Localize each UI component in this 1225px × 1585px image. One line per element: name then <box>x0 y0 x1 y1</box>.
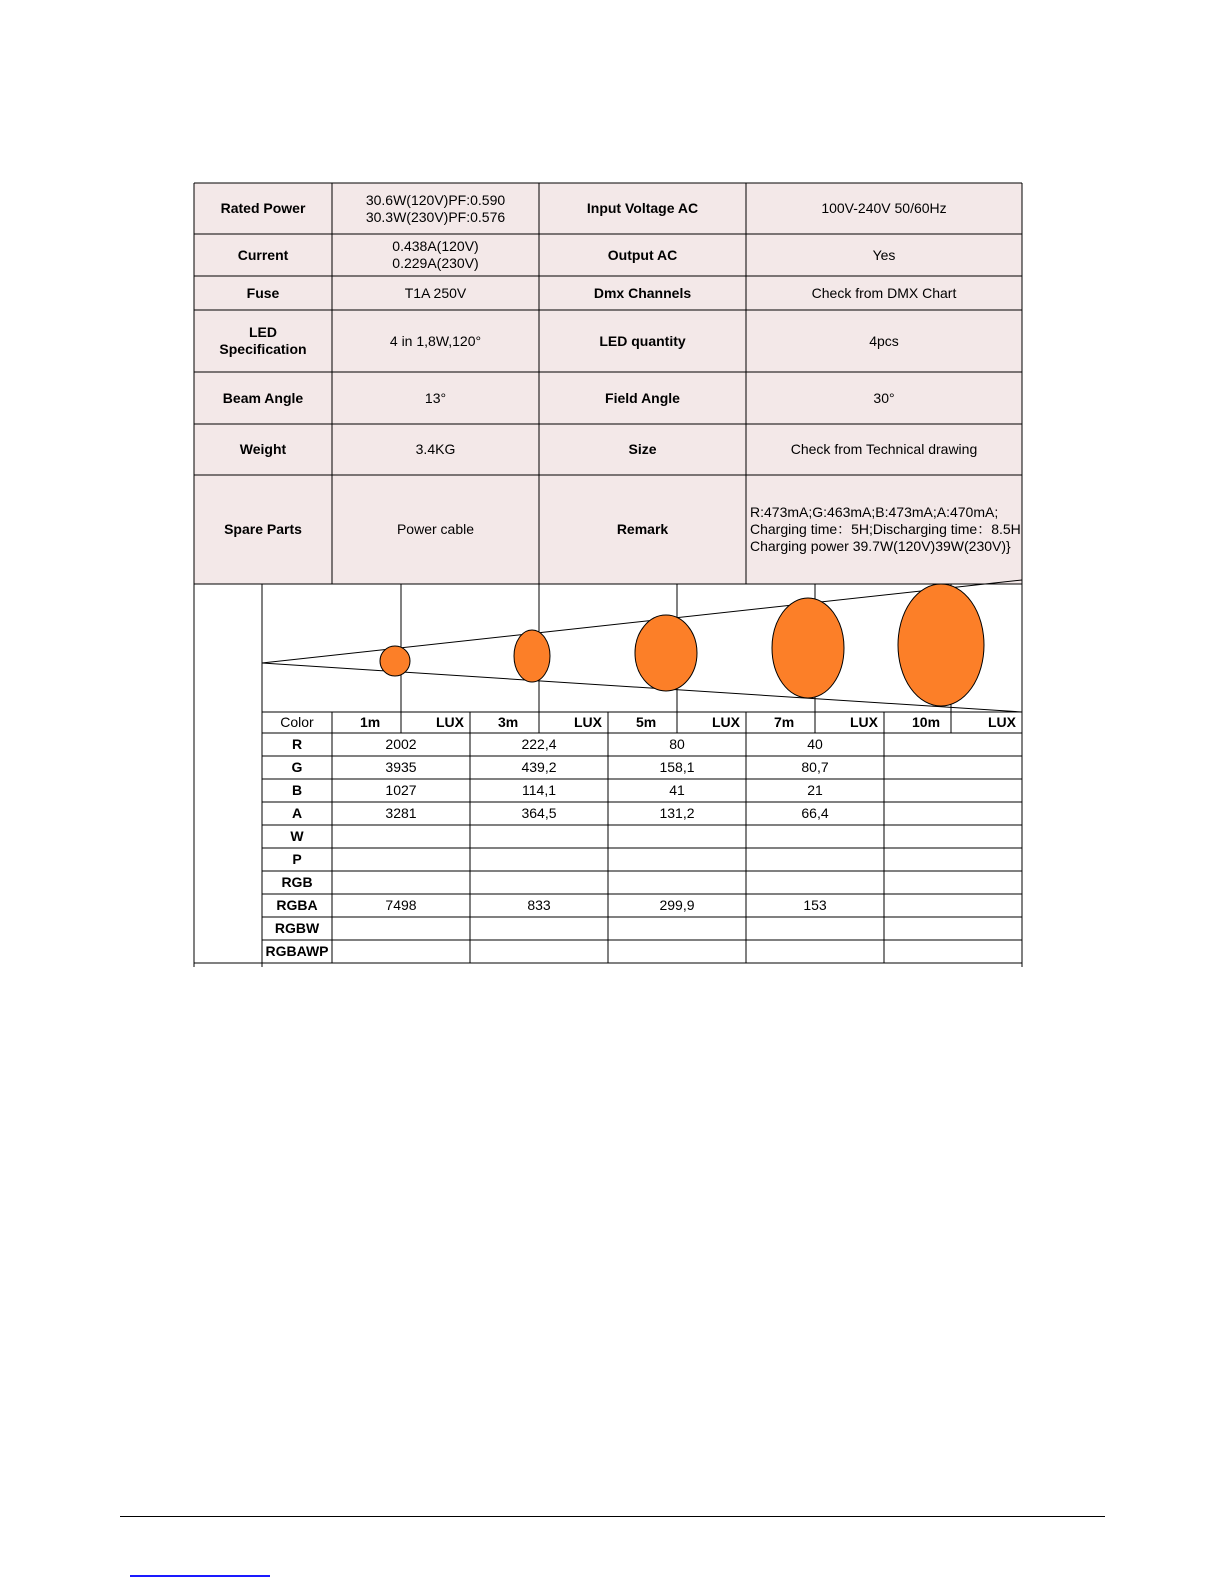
lux-value <box>884 848 1022 871</box>
lux-value: 439,2 <box>521 759 557 775</box>
lux-color-label: G <box>291 759 303 775</box>
lux-value: 40 <box>807 736 823 752</box>
spec-value: 30° <box>873 389 895 406</box>
lux-value <box>332 917 470 940</box>
lux-header-lux: LUX <box>436 714 464 730</box>
lux-value: 114,1 <box>522 782 556 798</box>
lux-value <box>884 894 1022 917</box>
lux-header-lux: LUX <box>712 714 740 730</box>
spec-value: Check from DMX Chart <box>811 284 957 301</box>
lux-value <box>332 825 470 848</box>
spec-value: 30.6W(120V)PF:0.590 30.3W(230V)PF:0.576 <box>365 191 506 225</box>
lux-value <box>470 940 608 963</box>
lux-value: 222,4 <box>521 736 557 752</box>
lux-value <box>746 825 884 848</box>
lux-value <box>332 940 470 963</box>
lux-value: 158,1 <box>659 759 695 775</box>
lux-value <box>884 733 1022 756</box>
lux-header-lux: LUX <box>988 714 1016 730</box>
spec-label: Field Angle <box>605 389 680 406</box>
lux-value: 80,7 <box>801 759 829 775</box>
lux-value: 66,4 <box>801 805 829 821</box>
lux-value: 131,2 <box>659 805 695 821</box>
spec-value: 4 in 1,8W,120° <box>389 332 482 349</box>
lux-value: 1027 <box>385 782 417 798</box>
lux-value: 299,9 <box>659 897 695 913</box>
spec-value: 4pcs <box>869 332 899 349</box>
lux-value <box>332 871 470 894</box>
spec-label: Spare Parts <box>224 521 302 537</box>
lux-value <box>884 756 1022 779</box>
lux-value <box>884 779 1022 802</box>
spec-value: 100V-240V 50/60Hz <box>821 200 947 216</box>
lux-value: 2002 <box>385 736 417 752</box>
lux-value: 80 <box>669 736 685 752</box>
lux-value <box>884 940 1022 963</box>
lux-value <box>470 917 608 940</box>
beam-spot <box>898 584 984 706</box>
lux-value: 3281 <box>385 805 417 821</box>
lux-value <box>746 940 884 963</box>
lux-value: 833 <box>527 897 551 913</box>
spec-label: Current <box>237 246 289 263</box>
spec-value: 13° <box>424 389 447 406</box>
beam-spot <box>635 615 697 691</box>
spec-value: Check from Technical drawing <box>790 441 978 457</box>
lux-value <box>746 917 884 940</box>
lux-header-color: Color <box>280 714 314 730</box>
lux-value <box>884 802 1022 825</box>
lux-value <box>608 848 746 871</box>
lux-value <box>608 940 746 963</box>
lux-header-distance: 10m <box>912 714 941 730</box>
beam-spot <box>380 646 410 676</box>
lux-value <box>608 825 746 848</box>
lux-value: 7498 <box>385 897 417 913</box>
spec-label: Input Voltage AC <box>586 200 699 216</box>
lux-value <box>884 917 1022 940</box>
spec-value: 3.4KG <box>415 441 456 457</box>
beam-spot <box>772 598 844 698</box>
lux-value: 21 <box>807 782 823 798</box>
spec-label: Output AC <box>607 246 678 263</box>
lux-value: 3935 <box>385 759 417 775</box>
footer-link-underline[interactable] <box>130 1575 270 1577</box>
lux-value <box>470 871 608 894</box>
beam-spot <box>514 630 550 682</box>
lux-value <box>608 871 746 894</box>
lux-color-label: P <box>292 851 302 867</box>
spec-value: R:473mA;G:463mA;B:473mA;A:470mA; Charging time：5H;Discharging time：8.5H Charging power 39.7W(120V)39W(230V)} <box>750 504 1021 554</box>
lux-value <box>884 871 1022 894</box>
lux-value <box>884 825 1022 848</box>
spec-label: LED Specification <box>219 324 307 357</box>
spec-label: Beam Angle <box>222 389 304 406</box>
lux-value <box>470 848 608 871</box>
spec-label: Weight <box>239 441 287 457</box>
spec-label: Fuse <box>246 284 280 301</box>
lux-color-label: RGB <box>281 874 313 890</box>
lux-value <box>470 825 608 848</box>
lux-header-lux: LUX <box>850 714 878 730</box>
lux-color-label: RGBA <box>276 897 318 913</box>
lux-color-label: A <box>291 805 303 821</box>
lux-value: 153 <box>803 897 827 913</box>
spec-value: Power cable <box>396 521 475 537</box>
spec-label: Size <box>628 441 657 457</box>
lux-header-distance: 3m <box>498 714 519 730</box>
lux-color-label: RGBW <box>274 920 320 936</box>
spec-label: Rated Power <box>220 200 306 216</box>
spec-value: Yes <box>872 246 896 263</box>
lux-color-label: R <box>291 736 303 752</box>
lux-header-distance: 1m <box>360 714 381 730</box>
footer-rule <box>120 1516 1105 1517</box>
spec-label: Dmx Channels <box>593 284 692 301</box>
spec-label: LED quantity <box>599 332 686 349</box>
lux-value <box>608 917 746 940</box>
lux-value: 364,5 <box>521 805 557 821</box>
lux-header-distance: 5m <box>636 714 657 730</box>
lux-color-label: W <box>290 828 304 844</box>
lux-header-distance: 7m <box>774 714 795 730</box>
lux-value <box>332 848 470 871</box>
lux-value: 41 <box>669 782 685 798</box>
lux-value <box>746 848 884 871</box>
spec-value: T1A 250V <box>404 284 467 301</box>
lux-header-lux: LUX <box>574 714 602 730</box>
lux-color-label: RGBAWP <box>265 943 329 959</box>
spec-label: Remark <box>616 521 669 537</box>
lux-color-label: B <box>291 782 303 798</box>
lux-value <box>746 871 884 894</box>
spec-value: 0.438A(120V) 0.229A(230V) <box>392 238 479 271</box>
